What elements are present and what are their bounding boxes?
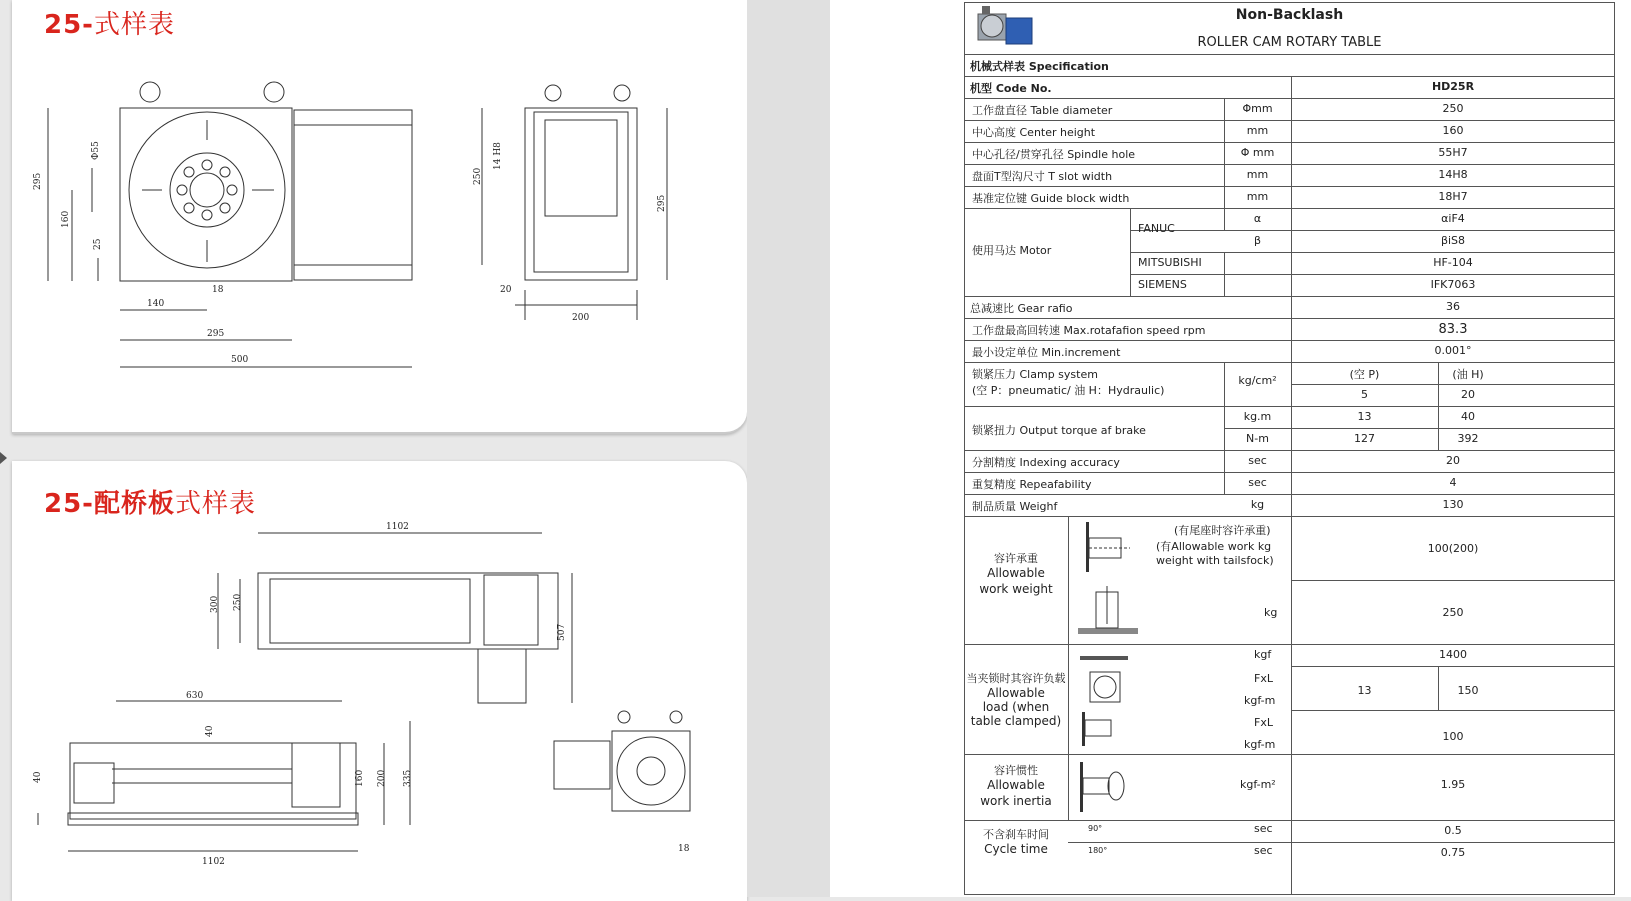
drawing-panel-1	[12, 0, 747, 434]
dim-label: 14 H8	[493, 142, 503, 170]
speed-label: 工作盘最高回转速 Max.rotafafion speed rpm	[972, 324, 1206, 337]
page-title-2: 25-配桥板式样表	[44, 489, 256, 519]
aw-label: Allowable	[987, 566, 1045, 580]
torque-value: 127	[1354, 432, 1375, 445]
ct-deg: 90°	[1088, 824, 1103, 833]
al-unit: FxL	[1254, 672, 1273, 685]
dim-label: Φ55	[91, 141, 101, 160]
al-value: 150	[1457, 684, 1479, 697]
drawing-panel-2	[12, 461, 747, 901]
dim-label: 1102	[202, 857, 225, 867]
row-unit: Φ mm	[1240, 146, 1275, 159]
weight-unit: kg	[1250, 498, 1265, 511]
row-value: 18H7	[1438, 190, 1468, 203]
incr-label: 最小设定单位 Min.increment	[972, 346, 1121, 359]
dim-label: 140	[147, 299, 165, 309]
dim-label: 160	[61, 210, 71, 228]
ct-value: 0.5	[1444, 824, 1462, 837]
torque-value: 13	[1357, 410, 1372, 423]
aw-value: 100(200)	[1427, 542, 1479, 555]
dim-label: 250	[233, 593, 243, 611]
gear-label: 总减速比 Gear rafio	[970, 302, 1073, 315]
gear-value: 36	[1446, 300, 1460, 313]
aw-unit: kg	[1264, 606, 1278, 619]
ai-value: 1.95	[1440, 778, 1466, 791]
row-unit: mm	[1246, 124, 1269, 137]
aw-note: (有Allowable work kg	[1156, 540, 1272, 553]
torque-unit: N-m	[1246, 432, 1269, 445]
dim-label: 300	[210, 595, 220, 613]
ai-label: work inertia	[980, 794, 1052, 808]
clamp-label: 锁紧压力 Clamp system	[972, 368, 1098, 381]
al-value: 13	[1357, 684, 1372, 697]
horizontal-load-icon	[1074, 584, 1144, 640]
row-label: 盘面T型沟尺寸 T slot width	[972, 170, 1113, 183]
dim-label: 1102	[386, 522, 409, 532]
ct-unit: sec	[1254, 844, 1273, 857]
index-label: 分割精度 Indexing accuracy	[972, 456, 1120, 469]
mitsubishi-value: HF-104	[1433, 256, 1473, 269]
brand-subtitle: ROLLER CAM ROTARY TABLE	[1197, 35, 1382, 50]
al-label: table clamped)	[970, 714, 1062, 728]
weight-label: 制品质量 Weighf	[972, 500, 1058, 513]
al-value: 1400	[1439, 648, 1467, 661]
al-label: Allowable	[987, 686, 1045, 700]
al-label: load (when	[982, 700, 1050, 714]
weight-value: 130	[1442, 498, 1464, 511]
technical-drawing-1	[12, 0, 747, 432]
siemens-label: SIEMENS	[1138, 278, 1187, 291]
dim-label: 18	[212, 285, 224, 295]
al-unit: kgf-m	[1244, 738, 1276, 751]
row-value: 55H7	[1438, 146, 1468, 159]
code-label: 机型 Code No.	[970, 82, 1052, 95]
ct-label: Cycle time	[984, 842, 1048, 856]
tailstock-load-icon	[1080, 520, 1140, 576]
dim-label: 507	[557, 623, 567, 641]
mitsubishi-label: MITSUBISHI	[1138, 256, 1202, 269]
row-unit: mm	[1246, 190, 1269, 203]
ct-value: 0.75	[1440, 846, 1466, 859]
row-unit: mm	[1246, 168, 1269, 181]
dim-label: 335	[403, 769, 413, 787]
speed-value: 83.3	[1438, 322, 1468, 337]
incr-value: 0.001°	[1434, 344, 1472, 357]
spec-table	[964, 2, 1615, 895]
row-unit: Φmm	[1242, 102, 1273, 115]
ai-label: 容许惯性	[994, 764, 1038, 777]
torque-unit: kg.m	[1243, 410, 1272, 423]
torque-label: 锁紧扭力 Output torque af brake	[972, 424, 1146, 437]
clamp-unit: kg/cm²	[1238, 374, 1277, 387]
dim-label: 40	[33, 771, 43, 783]
dim-label: 40	[205, 725, 215, 737]
dim-label: 200	[572, 313, 590, 323]
clamp-h-head: (油 H)	[1452, 368, 1484, 381]
page-title-1: 25-式样表	[44, 10, 175, 40]
beta-value: βiS8	[1440, 234, 1466, 247]
ai-label: Allowable	[987, 778, 1045, 792]
dim-label: 18	[678, 844, 690, 854]
brand-title: Non-Backlash	[1235, 7, 1344, 23]
ct-label: 不含刹车时间	[983, 828, 1049, 841]
al-value: 100	[1442, 730, 1464, 743]
aw-value: 250	[1442, 606, 1464, 619]
dim-label: 295	[33, 172, 43, 190]
clamp-p: 5	[1361, 388, 1368, 401]
dim-label: 630	[186, 691, 204, 701]
dim-label: 25	[93, 238, 103, 250]
siemens-value: IFK7063	[1430, 278, 1476, 291]
ct-unit: sec	[1254, 822, 1273, 835]
dim-label: 160	[355, 769, 365, 787]
fanuc-label: FANUC	[1138, 222, 1175, 235]
row-value: 14H8	[1438, 168, 1468, 181]
clamp-label-note: (空 P：pneumatic/ 油 H：Hydraulic)	[972, 384, 1165, 397]
row-value: 160	[1442, 124, 1464, 137]
dim-label: 200	[377, 769, 387, 787]
dim-label: 500	[231, 355, 249, 365]
aw-note: (有尾座时容许承重)	[1174, 524, 1271, 537]
row-label: 基准定位键 Guide block width	[972, 192, 1130, 205]
aw-label: 容许承重	[994, 552, 1038, 565]
row-value: 250	[1442, 102, 1464, 115]
repeat-label: 重复精度 Repeafability	[972, 478, 1092, 491]
aw-note: weight with tailsfock)	[1156, 554, 1274, 567]
dim-label: 295	[657, 194, 667, 212]
technical-drawing-2	[12, 461, 747, 897]
clamp-p-head: (空 P)	[1349, 368, 1380, 381]
motor-label: 使用马达 Motor	[972, 244, 1052, 257]
index-unit: sec	[1248, 454, 1267, 467]
beta-label: β	[1253, 234, 1262, 247]
row-label: 中心孔径/贯穿孔径 Spindle hole	[972, 148, 1136, 161]
torque-value: 40	[1461, 410, 1475, 423]
torque-value: 392	[1457, 432, 1479, 445]
inertia-icon	[1076, 760, 1136, 816]
alpha-value: αiF4	[1441, 212, 1465, 225]
dim-label: 295	[207, 329, 225, 339]
gutter	[747, 0, 830, 897]
spec-label: 机械式样表 Specification	[970, 60, 1109, 73]
dim-label: 250	[473, 167, 483, 185]
ct-deg: 180°	[1088, 846, 1108, 855]
al-unit: kgf-m	[1244, 694, 1276, 707]
alpha-label: α	[1253, 212, 1262, 225]
clamp-load-icon	[1076, 650, 1136, 750]
al-label: 当夹锁时其容许负载	[966, 672, 1066, 685]
clamp-h: 20	[1461, 388, 1475, 401]
code-value: HD25R	[1431, 80, 1475, 93]
row-label: 中心高度 Center height	[972, 126, 1096, 139]
ai-unit: kgf-m²	[1240, 778, 1276, 791]
index-value: 20	[1446, 454, 1460, 467]
dim-label: 20	[500, 285, 512, 295]
repeat-unit: sec	[1248, 476, 1267, 489]
al-unit: FxL	[1254, 716, 1273, 729]
aw-label: work weight	[979, 582, 1053, 596]
al-unit: kgf	[1254, 648, 1272, 661]
row-label: 工作盘直径 Table diameter	[972, 104, 1113, 117]
repeat-value: 4	[1449, 476, 1457, 489]
collapse-arrow-icon[interactable]	[0, 452, 7, 464]
